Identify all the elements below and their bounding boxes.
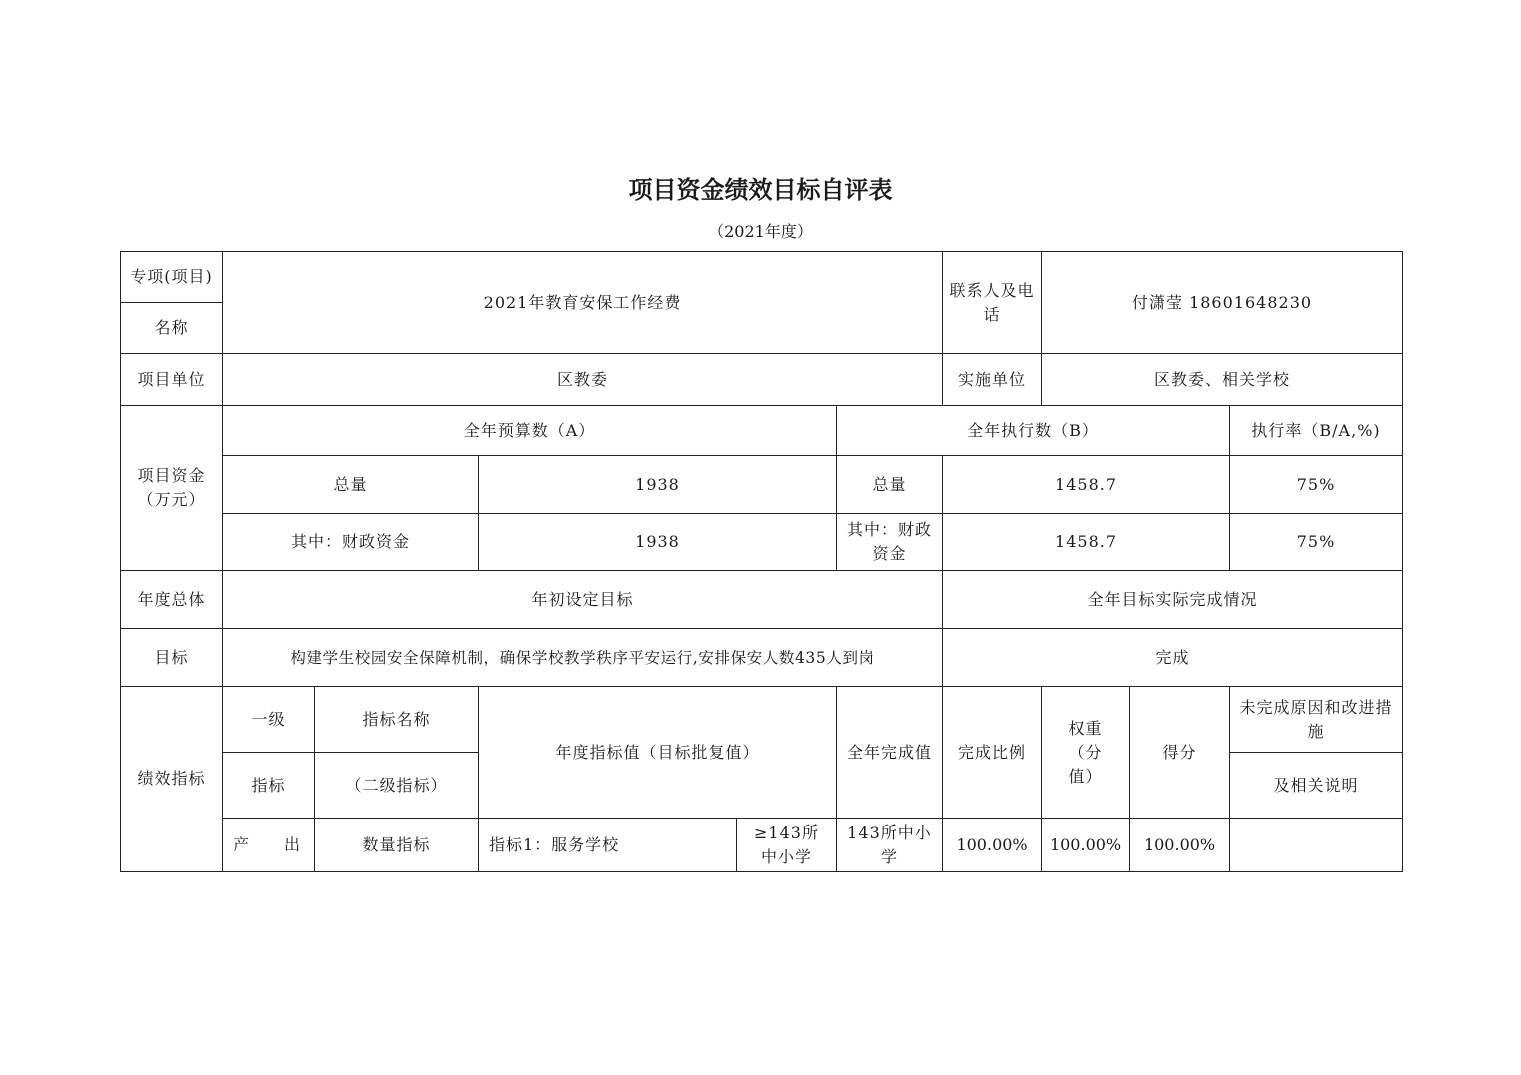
implementation-unit-label: 实施单位 [943, 354, 1042, 406]
level1-header-b: 指标 [223, 753, 315, 819]
annual-value-header: 年度指标值（目标批复值） [479, 687, 837, 819]
row1-score: 100.00% [1130, 819, 1230, 872]
level1-header-a: 一级 [223, 687, 315, 753]
indicator-name-header-b: （二级指标） [315, 753, 479, 819]
annual-budget-header: 全年预算数（A） [223, 406, 837, 456]
goal-set-header: 年初设定目标 [223, 571, 943, 629]
fiscal-rate: 75% [1230, 514, 1403, 571]
row1-reason [1230, 819, 1403, 872]
execution-rate-header: 执行率（B/A,%) [1230, 406, 1403, 456]
project-name-label-b: 名称 [121, 303, 223, 354]
weight-header: 权重（分值） [1042, 687, 1130, 819]
total-budget: 1938 [479, 456, 837, 514]
indicator-name-header-a: 指标名称 [315, 687, 479, 753]
total-execution: 1458.7 [943, 456, 1230, 514]
reason-header-a: 未完成原因和改进措施 [1230, 687, 1403, 753]
row1-level1: 产 出 [223, 819, 315, 872]
goal-set-text: 构建学生校园安全保障机制，确保学校教学秩序平安运行,安排保安人数435人到岗 [223, 629, 943, 687]
performance-indicators-label: 绩效指标 [121, 687, 223, 872]
annual-goal-label-a: 年度总体 [121, 571, 223, 629]
document-subtitle: （2021年度） [708, 222, 813, 241]
row1-index-name: 指标1：服务学校 [479, 819, 737, 872]
total-label-b: 总量 [837, 456, 943, 514]
fiscal-budget: 1938 [479, 514, 837, 571]
contact-value: 付潇莹 18601648230 [1042, 252, 1403, 354]
project-funds-label: 项目资金（万元） [121, 406, 223, 571]
completion-ratio-header: 完成比例 [943, 687, 1042, 819]
fiscal-execution: 1458.7 [943, 514, 1230, 571]
fiscal-funds-label-b: 其中：财政资金 [837, 514, 943, 571]
row1-actual: 143所中小学 [837, 819, 943, 872]
row1-weight: 100.00% [1042, 819, 1130, 872]
row1-indicator: 数量指标 [315, 819, 479, 872]
fiscal-funds-label: 其中：财政资金 [223, 514, 479, 571]
full-year-header: 全年完成值 [837, 687, 943, 819]
row1-target: ≥143所中小学 [737, 819, 837, 872]
project-unit-value: 区教委 [223, 354, 943, 406]
evaluation-table [120, 251, 1403, 872]
row1-ratio: 100.00% [943, 819, 1042, 872]
goal-actual-text: 完成 [943, 629, 1403, 687]
goal-actual-header: 全年目标实际完成情况 [943, 571, 1403, 629]
annual-goal-label-b: 目标 [121, 629, 223, 687]
total-rate: 75% [1230, 456, 1403, 514]
reason-header-b: 及相关说明 [1230, 753, 1403, 819]
score-header: 得分 [1130, 687, 1230, 819]
annual-execution-header: 全年执行数（B） [837, 406, 1230, 456]
project-name-value: 2021年教育安保工作经费 [223, 252, 943, 354]
contact-label: 联系人及电话 [943, 252, 1042, 354]
total-label: 总量 [223, 456, 479, 514]
implementation-unit-value: 区教委、相关学校 [1042, 354, 1403, 406]
project-name-label-a: 专项(项目) [121, 252, 223, 303]
document-title: 项目资金绩效目标自评表 [628, 176, 893, 204]
project-unit-label: 项目单位 [121, 354, 223, 406]
